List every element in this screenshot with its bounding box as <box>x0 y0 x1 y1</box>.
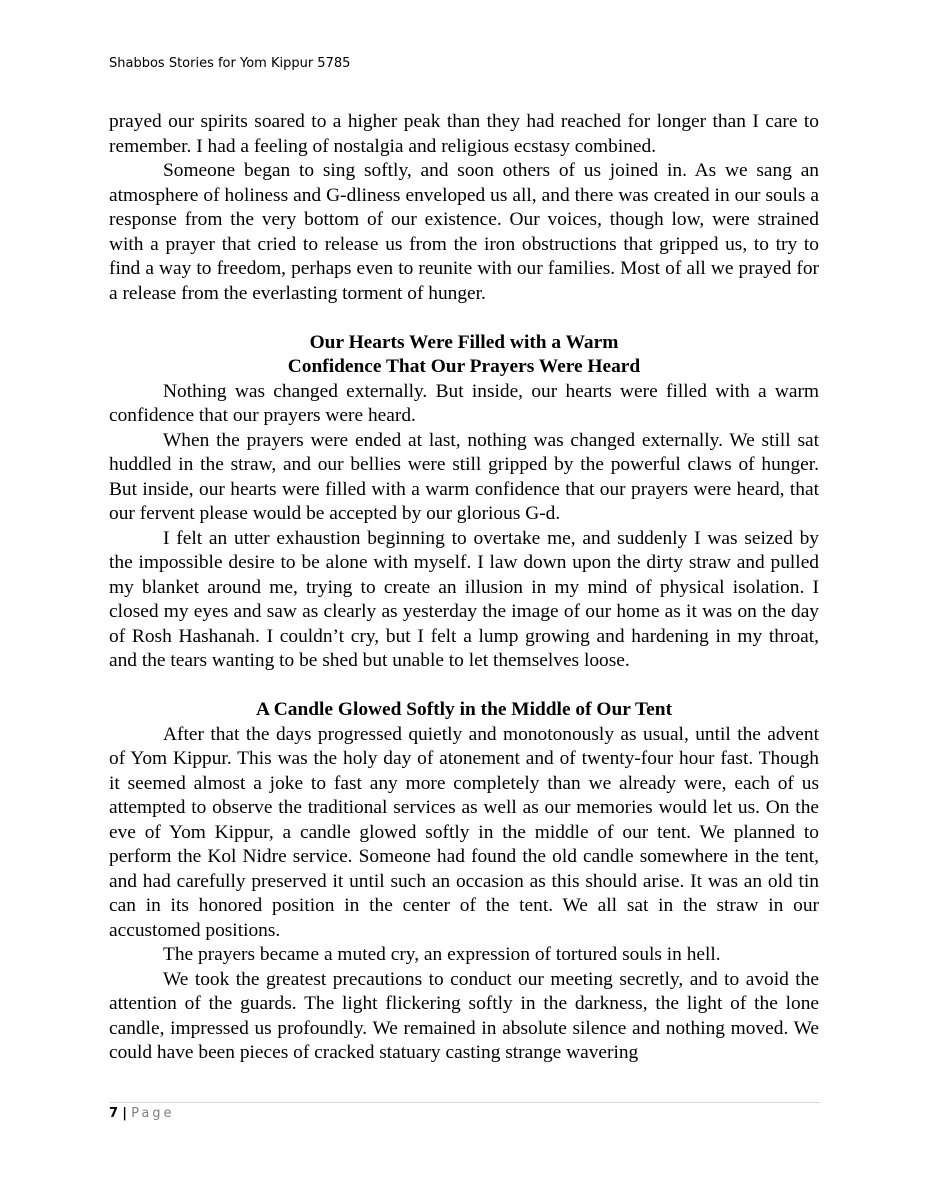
paragraph: We took the greatest precautions to conduct our meeting secretly, and to avoid the attention of the guards. The light flickering softly in the darkness, the light of the lone candle, impressed us profoundly. We remained in absolute silence and nothing moved. We could have been pieces of cracked statuary casting strange wavering <box>109 968 819 1063</box>
paragraph: I felt an utter exhaustion beginning to overtake me, and suddenly I was seized by the impossible desire to be alone with myself. I law down upon the dirty straw and pulled my blanket around me, trying to create an illusion in my mind of physical isolation. I closed my eyes and saw as clearly as yesterday the image of our home as it was on the day of Rosh Hashanah. I couldn’t cry, but I felt a lump growing and hardening in my throat, and the tears wanting to be shed but unable to let themselves loose. <box>109 527 819 671</box>
paragraph: When the prayers were ended at last, nothing was changed externally. We still sat huddled in the straw, and our bellies were still gripped by the powerful claws of hunger. But inside, our hearts were filled with a warm confidence that our prayers were heard, that our fervent please would be accepted by our glorious G-d. <box>109 429 819 524</box>
footer-separator: | <box>122 1106 127 1121</box>
page-body <box>109 110 819 1066</box>
running-header: Shabbos Stories for Yom Kippur 5785 <box>109 56 351 71</box>
paragraph: Nothing was changed externally. But inside, our hearts were filled with a warm confidence that our prayers were heard. <box>109 380 819 426</box>
paragraph: The prayers became a muted cry, an expression of tortured souls in hell. <box>163 944 721 965</box>
page-label: Page <box>131 1106 175 1121</box>
section-heading <box>109 331 819 380</box>
footer-divider <box>109 1102 820 1103</box>
page-number: 7 <box>109 1106 119 1121</box>
page-footer <box>109 1106 175 1121</box>
paragraph: After that the days progressed quietly and monotonously as usual, until the advent of Yom Kippur. This was the holy day of atonement and of twenty-four hour fast. Though it seemed almost a joke to fast any more completely than we already were, each of us attempted to observe the traditional services as well as our memories would let us. On the eve of Yom Kippur, a candle glowed softly in the middle of our tent. We planned to perform the Kol Nidre service. Someone had found the old candle somewhere in the tent, and had carefully preserved it until such an occasion as this should arise. It was an old tin can in its honored position in the center of the tent. We all sat in the straw in our accustomed positions. <box>109 723 819 941</box>
section-heading-line: Our Hearts Were Filled with a Warm <box>309 331 619 353</box>
section-heading: A Candle Glowed Softly in the Middle of Our Tent <box>255 699 673 720</box>
paragraph: prayed our spirits soared to a higher peak than they had reached for longer than I care to remember. I had a feeling of nostalgia and religious ecstasy combined. <box>109 111 819 157</box>
paragraph: Someone began to sing softly, and soon others of us joined in. As we sang an atmosphere of holiness and G-dliness enveloped us all, and there was created in our souls a response from the very bottom of our existence. Our voices, though low, were strained with a prayer that cried to release us from the iron obstructions that gripped us, to try to find a way to freedom, perhaps even to reunite with our families. Most of all we prayed for a release from the everlasting torment of hunger. <box>109 160 819 304</box>
section-heading-line: Confidence That Our Prayers Were Heard <box>287 356 641 377</box>
